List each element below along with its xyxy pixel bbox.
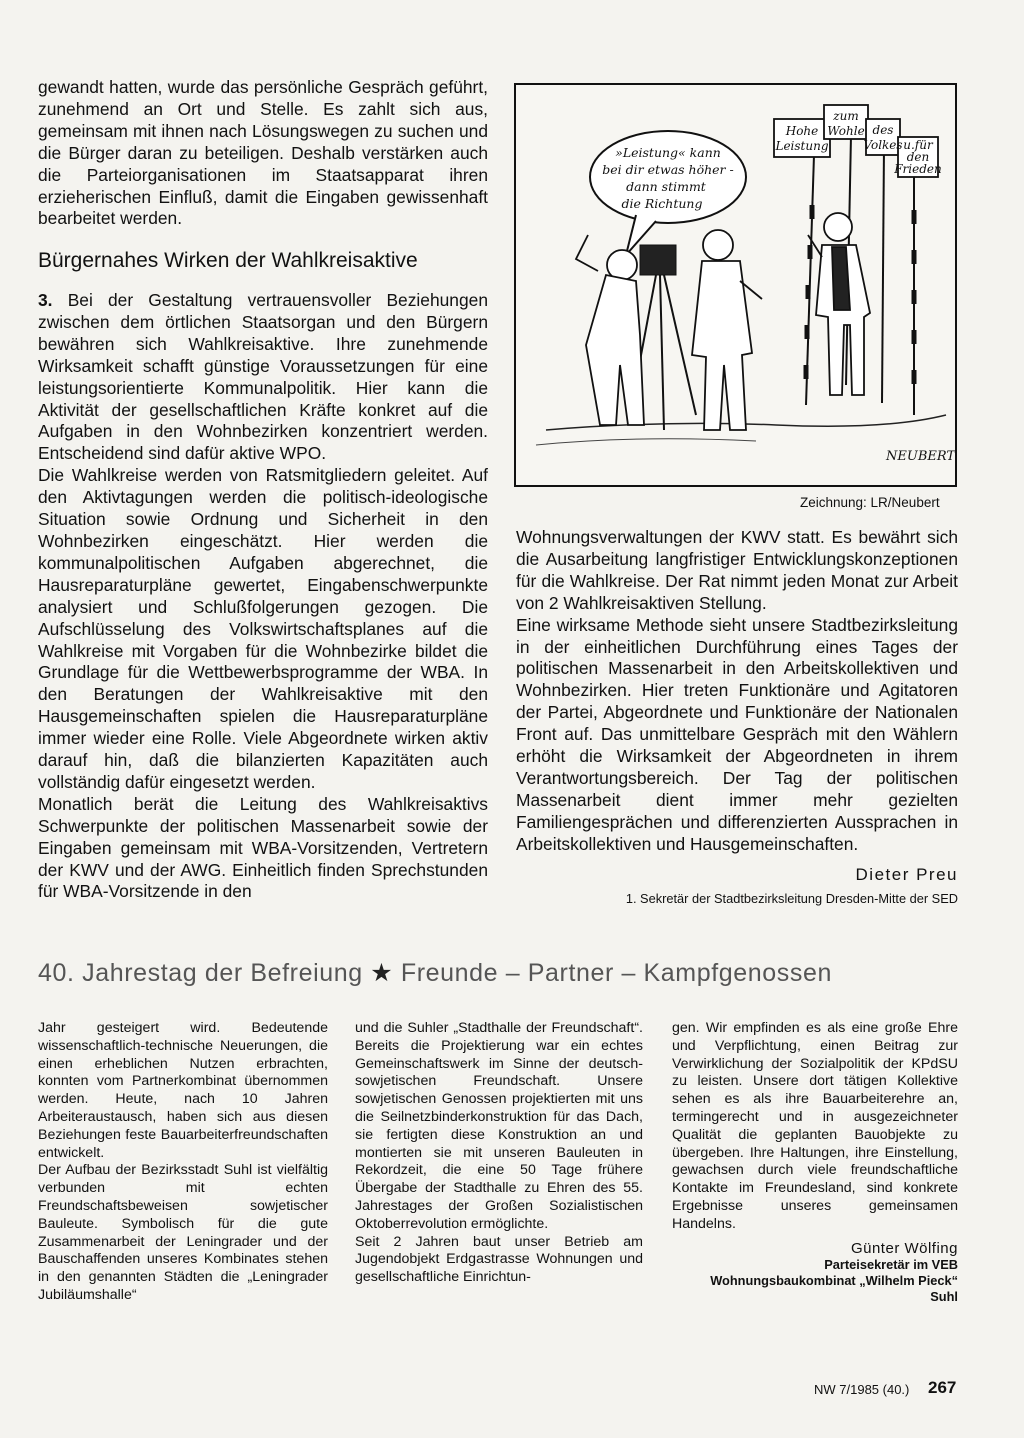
bottom-column-1	[38, 1020, 328, 1305]
left-column-continued	[38, 290, 488, 903]
sign-text: den	[906, 150, 930, 164]
author-role-line: Wohnungsbaukombinat „Wilhelm Pieck“	[710, 1273, 958, 1289]
paragraph: Monatlich berät die Leitung des Wahlkreisaktivs Schwerpunkte der politischen Massenarbeit sowie der Eingaben gemeinsam mit WBA-Vorsitzenden, Vertretern der KWV und der AWG. Einheitlich finden Sprechstunden für WBA-Vorsitzende in den	[38, 793, 488, 902]
sign-text: des	[872, 123, 894, 137]
issue-label: NW 7/1985 (40.)	[814, 1382, 910, 1397]
paragraph: Jahr gesteigert wird. Bedeutende wissenschaftlich-technische Neuerungen, die einen erheblichen Nutzen erbrachten, konnten vom Partnerkombinat übernommen werden. Heute, nach 10 Jahren Arbeiteraustausch, haben sich aus diesen Beziehungen feste Bauarbeiterfreundschaften entwickelt.	[38, 1020, 328, 1161]
left-column	[38, 77, 488, 230]
sign-text: u.für	[903, 138, 933, 152]
author-role-line: Parteisekretär im VEB	[824, 1257, 958, 1273]
author-role: 1. Sekretär der Stadtbezirksleitung Dresden-Mitte der SED	[625, 890, 958, 906]
speech-line: bei dir etwas höher -	[602, 162, 734, 177]
sign-text: Frieden	[894, 162, 942, 176]
banner-title: 40. Jahrestag der Befreiung	[38, 959, 363, 987]
section-banner	[38, 958, 958, 988]
bottom-column-2	[355, 1020, 643, 1287]
cartoon-illustration	[514, 83, 957, 487]
paragraph: Seit 2 Jahren baut unser Betrieb am Jugendobjekt Erdgastrasse Wohnungen und gesellschaftliche Einrichtun-	[355, 1233, 643, 1286]
artist-signature: NEUBERT	[886, 449, 955, 464]
sign-text: Leistung	[775, 139, 829, 153]
sign-text: zum	[833, 109, 859, 123]
paragraph: Wohnungsverwaltungen der KWV statt. Es bewährt sich die Ausarbeitung langfristiger Entwicklungskonzeptionen für die Wahlkreise. Der Rat nimmt jeden Monat zur Arbeit von 2 Wahlkreisaktiven Stellung.	[516, 527, 958, 613]
paragraph	[38, 290, 488, 465]
paragraph: gewandt hatten, wurde das persönliche Gespräch geführt, zunehmend an Ort und Stelle. Es zahlt sich aus, gemeinsam mit ihnen nach Lösungswegen zu suchen und die Bürger daran zu beteiligen. Deshalb verstärken auch die Parteiorganisationen im Staatsapparat ihren erzieherischen Einfluß, damit die Eingaben gewissenhaft bearbeitet werden.	[38, 77, 488, 229]
author-name: Dieter Preu	[855, 864, 958, 884]
star-icon: ★	[370, 959, 394, 987]
cartoon-caption: Zeichnung: LR/Neubert	[800, 495, 940, 510]
paragraph: und die Suhler „Stadthalle der Freundschaft“. Bereits die Projektierung war ein echtes Gemeinschaftswerk im Sinne der deutsch-sowjetischen Freundschaft. Unsere sowjetischen Genossen projektierten mit uns die Seilnetzbinderkonstruktion für das Dach, sie fertigten diese Konstruktion an und montierten sie mit unseren Bauleuten in Rekordzeit, die eine 50 Tage frühere Übergabe der Stadthalle zu Ehren des 55. Jahrestages der Großen Sozialistischen Oktoberrevolution ermöglichte.	[355, 1020, 643, 1232]
author-role-line: Suhl	[930, 1289, 958, 1305]
right-column	[516, 527, 958, 909]
paragraph: Der Aufbau der Bezirksstadt Suhl ist vielfältig verbunden mit echten Freundschaftsbeweisen sowjetischer Bauleute. Symbolisch für die gute Zusammenarbeit der Leningrader und der Bauschaffenden unseres Kombinates stehen in den genannten Städten die „Leningrader Jubiläumshalle“	[38, 1162, 328, 1303]
paragraph-text: Bei der Gestaltung vertrauensvoller Beziehungen zwischen dem örtlichen Staatsorgan und den Bürgern bewähren sich Wahlkreisaktive. Ihre zunehmende Wirksamkeit schafft günstige Voraussetzungen für eine leistungsorientierte Kommunalpolitik. Hier kann die Aktivität der gesellschaftlichen Kräfte konkret auf die Aufgaben in den Wohnbezirken konzentriert werden. Entscheidend sind dafür aktive WPO.	[38, 290, 488, 464]
paragraph: Die Wahlkreise werden von Ratsmitgliedern geleitet. Auf den Aktivtagungen werden die politisch-ideologische Situation sowie Ordnung und Sicherheit in den Wohnbezirken eingeschätzt. Hier werden die kommunalpolitischen Aufgaben abgerechnet, die Hausreparaturpläne gewertet, Eingabenschwerpunkte analysiert und Schlußfolgerungen gezogen. Die Aufschlüsselung des Volkswirtschaftsplanes auf die Wahlkreise mit Vorgaben für die Wohnbezirke bildet die Grundlage für die Wettbewerbsprogramme der WBA. In den Beratungen der Wahlkreisaktive mit den Hausgemeinschaften spielen die Hausreparaturpläne immer wieder eine Rolle. Viele Abgeordnete wirken aktiv darauf hin, daß die bilanzierten Kapazitäten auch vollständig dafür eingesetzt werden.	[38, 465, 488, 792]
sign-text: Hohe	[785, 124, 819, 138]
cartoon-drawing	[516, 85, 955, 485]
bottom-column-3	[672, 1020, 958, 1305]
paragraph: Eine wirksame Methode sieht unsere Stadtbezirksleitung in der einheitlichen Durchführung eines Tages der politischen Massenarbeit in den Arbeitskollektiven und Wohnbezirken. Hier treten Funktionäre und Agitatoren der Partei, Abgeordnete und Funktionäre der Nationalen Front auf. Das unmittelbare Gespräch mit den Wählern erhöht die Wirksamkeit der Abgeordneten in ihrem Verantwortungsbereich. Der Tag der politischen Massenarbeit dient immer mehr gezielten Familiengesprächen und differenzierten Aussprachen in Arbeitskollektiven und Hausgemeinschaften.	[516, 614, 958, 854]
speech-line: die Richtung	[621, 196, 703, 211]
page-number: 267	[928, 1378, 957, 1397]
paragraph: gen. Wir empfinden es als eine große Ehre und Verpflichtung, einen Beitrag zur Verwirklichung der Sozialpolitik der KPdSU zu leisten. Unsere dort tätigen Kollektive sehen es als ihre Bauarbeiterehre an, termingerecht und in ausgezeichneter Qualität die geplanten Bauobjekte zu übergeben. Ihre Haltungen, ihre Einstellung, gewachsen durch viele freundschaftliche Kontakte im Freundesland, sind konkrete Ergebnisse unseres gemeinsamen Handelns.	[672, 1020, 958, 1232]
section-heading: Bürgernahes Wirken der Wahlkreisaktive	[38, 249, 418, 272]
speech-line: »Leistung« kann	[615, 145, 721, 160]
banner-subtitle: Freunde – Partner – Kampfgenossen	[400, 959, 833, 987]
author-name: Günter Wölfing	[850, 1239, 958, 1257]
sign-text: Volkes	[863, 138, 903, 152]
sign-text: Wohle	[827, 124, 865, 138]
speech-line: dann stimmt	[626, 179, 706, 194]
paragraph-number: 3.	[38, 290, 53, 310]
